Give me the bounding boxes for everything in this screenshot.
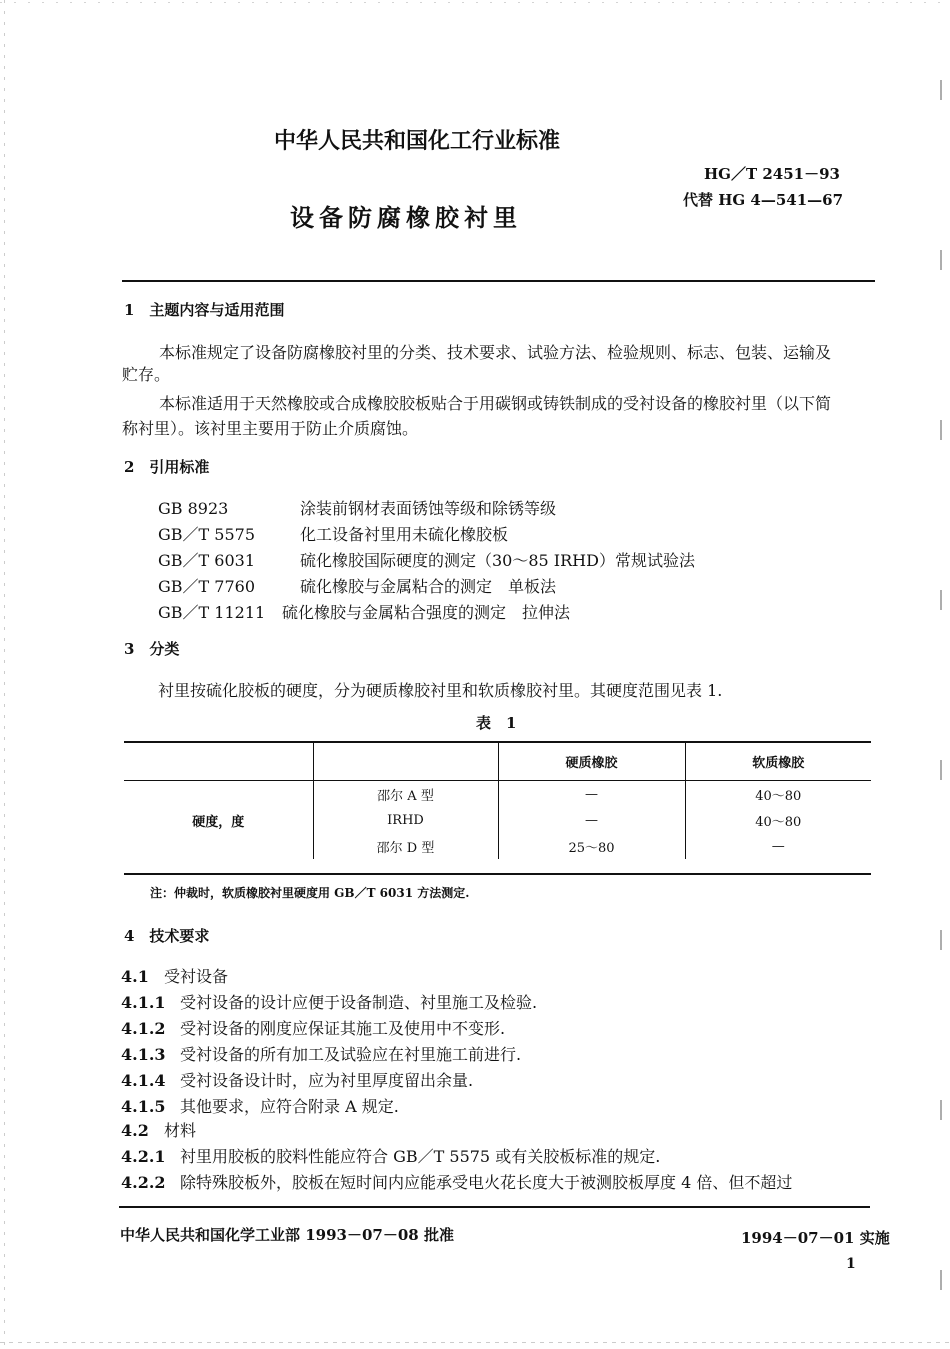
clause-text: 材料 [164, 1121, 197, 1140]
ref-item [158, 574, 556, 597]
ref-name: 化工设备衬里用未硫化橡胶板 [300, 525, 509, 544]
clause-number: 4.2.1 [121, 1147, 166, 1166]
clause-text: 受衬设备 [164, 967, 229, 986]
clause-item [121, 964, 228, 987]
table-cell-method: 邵尔 A 型 [313, 781, 498, 808]
section-1-para-1-line-2: 贮存。 [122, 365, 171, 384]
table-row-label: 硬度，度 [192, 814, 245, 830]
table-cell-hard: 25～80 [498, 833, 685, 859]
clause-item [121, 1042, 521, 1065]
table-header-cell: 软质橡胶 [685, 743, 871, 781]
table-header-cell: 硬质橡胶 [498, 743, 685, 781]
clause-number: 4.1 [121, 967, 149, 986]
section-4-title: 4 技术要求 [124, 927, 210, 945]
scan-edge-left [4, 0, 5, 1349]
table-cell-soft: 40～80 [685, 807, 871, 833]
section-1-para-1-line-1: 本标准规定了设备防腐橡胶衬里的分类、技术要求、试验方法、检验规则、标志、包装、运输及 [159, 343, 832, 362]
table-note: 注：仲裁时，软质橡胶衬里硬度用 GB／T 6031 方法测定. [150, 886, 470, 900]
approval-info: 中华人民共和国化学工业部 1993－07－08 批准 [120, 1226, 454, 1244]
table-cell-hard: — [498, 807, 685, 833]
clause-text: 其他要求，应符合附录 A 规定. [180, 1097, 399, 1116]
table-header-cell [124, 743, 313, 781]
table-cell-hard: — [498, 781, 685, 808]
ref-code: GB／T 11211 [158, 603, 266, 622]
scan-edge-bottom [0, 1342, 950, 1343]
clause-number: 4.1.1 [121, 993, 166, 1012]
clause-text: 受衬设备的刚度应保证其施工及使用中不变形. [180, 1019, 506, 1038]
ref-name: 涂装前钢材表面锈蚀等级和除锈等级 [300, 499, 557, 518]
doc-title: 设备防腐橡胶衬里 [290, 203, 522, 232]
section-1-para-2-line-1: 本标准适用于天然橡胶或合成橡胶胶板贴合于用碳钢或铸铁制成的受衬设备的橡胶衬里（以下简 [159, 394, 832, 413]
clause-number: 4.1.4 [121, 1071, 166, 1090]
clause-item [121, 1118, 196, 1141]
table-row [124, 781, 871, 808]
clause-text: 除特殊胶板外，胶板在短时间内应能承受电火花长度大于被测胶板厚度 4 倍、但不超过 [180, 1173, 793, 1192]
clause-number: 4.1.5 [121, 1097, 166, 1116]
clause-item [121, 1094, 399, 1117]
std-number: HG／T 2451－93 [704, 165, 840, 183]
replaces-std: 代替 HG 4—541—67 [683, 191, 844, 209]
ref-code: GB／T 5575 [158, 525, 256, 544]
scan-edge-top [0, 2, 950, 3]
clause-text: 受衬设备的所有加工及试验应在衬里施工前进行. [180, 1045, 522, 1064]
org-title: 中华人民共和国化工行业标准 [274, 128, 561, 154]
clause-text: 受衬设备的设计应便于设备制造、衬里施工及检验. [180, 993, 538, 1012]
clause-item [121, 1144, 660, 1167]
footer-rule [119, 1206, 870, 1208]
page-number: 1 [846, 1256, 856, 1272]
header-rule [122, 280, 875, 282]
ref-name: 硫化橡胶与金属粘合强度的测定 拉伸法 [282, 603, 571, 622]
section-1-title: 1 主题内容与适用范围 [124, 301, 285, 319]
clause-item [121, 990, 537, 1013]
clause-item [121, 1016, 505, 1039]
table-caption: 表 1 [476, 714, 517, 732]
ref-item [158, 600, 570, 623]
ref-code: GB／T 7760 [158, 577, 256, 596]
ref-item [158, 496, 556, 519]
clause-item [121, 1068, 473, 1091]
clause-item [121, 1170, 792, 1193]
table-cell-method: 邵尔 D 型 [313, 833, 498, 859]
ref-code: GB／T 6031 [158, 551, 256, 570]
table-cell-soft: — [685, 833, 871, 859]
clause-number: 4.1.3 [121, 1045, 166, 1064]
ref-name: 硫化橡胶国际硬度的测定（30～85 IRHD）常规试验法 [300, 551, 695, 570]
table-cell-soft: 40～80 [685, 781, 871, 808]
section-3-title: 3 分类 [124, 640, 180, 658]
effective-date: 1994－07－01 实施 [741, 1229, 890, 1247]
table-bottom-rule [124, 873, 871, 875]
section-2-title: 2 引用标准 [124, 458, 210, 476]
section-3-para: 衬里按硫化胶板的硬度，分为硬质橡胶衬里和软质橡胶衬里。其硬度范围见表 1. [158, 681, 723, 700]
ref-item [158, 548, 695, 571]
clause-number: 4.2.2 [121, 1173, 166, 1192]
ref-code: GB 8923 [158, 499, 229, 518]
clause-number: 4.2 [121, 1121, 149, 1140]
table-header-row [124, 743, 871, 781]
table-cell-method: IRHD [313, 807, 498, 833]
ref-name: 硫化橡胶与金属粘合的测定 单板法 [300, 577, 557, 596]
clause-text: 受衬设备设计时，应为衬里厚度留出余量. [180, 1071, 474, 1090]
clause-text: 衬里用胶板的胶料性能应符合 GB／T 5575 或有关胶板标准的规定. [180, 1147, 661, 1166]
table-header-cell [313, 743, 498, 781]
hardness-table [124, 743, 871, 859]
section-1-para-2-line-2: 称衬里）。该衬里主要用于防止介质腐蚀。 [122, 419, 419, 438]
ref-item [158, 522, 508, 545]
clause-number: 4.1.2 [121, 1019, 166, 1038]
scan-edge-right [940, 0, 942, 1349]
